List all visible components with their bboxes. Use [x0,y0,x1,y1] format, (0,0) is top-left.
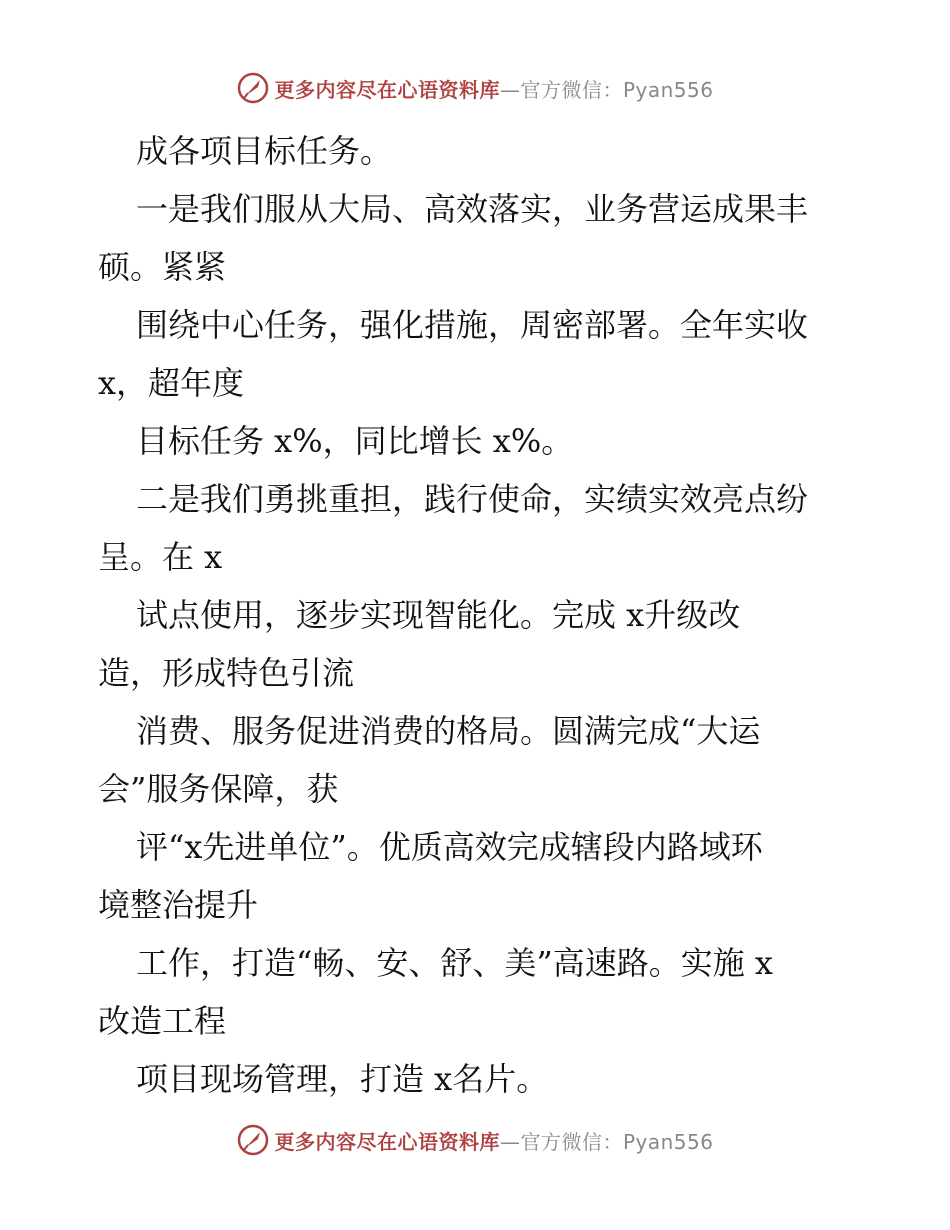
text-line: 硕。紧紧 [98,248,227,286]
text-line: 评“x先进单位”。优质高效完成辖段内路域环 [136,828,763,866]
header-banner [0,68,950,108]
text-line: 境整治提升 [98,886,259,924]
text-line: 试点使用，逐步实现智能化。完成 x升级改 [136,596,741,634]
footer-banner-text [274,1126,713,1155]
text-line: 围绕中心任务，强化措施，周密部署。全年实收 [136,306,809,344]
header-banner-sub: 官方微信：Pyan556 [520,77,714,102]
text-line: 成各项目标任务。 [136,132,393,170]
text-line: x，超年度 [98,364,245,402]
text-line: 会”服务保障，获 [98,770,339,808]
text-line: 一是我们服从大局、高效落实，业务营运成果丰 [136,190,809,228]
footer-banner-main: 更多内容尽在心语资料库 [274,1129,500,1154]
text-line: 呈。在 x [98,538,223,576]
text-line: 消费、服务促进消费的格局。圆满完成“大运 [136,712,761,750]
text-line: 造，形成特色引流 [98,654,355,692]
header-banner-main: 更多内容尽在心语资料库 [274,77,500,102]
header-banner-text [274,74,713,103]
text-line: 工作，打造“畅、安、舒、美”高速路。实施 x [136,944,773,982]
quill-circle-icon [236,1123,270,1157]
header-banner-dash: — [499,77,521,102]
text-line: 项目现场管理，打造 x名片。 [136,1060,549,1098]
text-line: 改造工程 [98,1002,227,1040]
text-line: 目标任务 x%，同比增长 x%。 [136,422,574,460]
footer-banner-sub: 官方微信：Pyan556 [520,1129,714,1154]
text-line: 二是我们勇挑重担，践行使命，实绩实效亮点纷 [136,480,809,518]
footer-banner-dash: — [499,1129,521,1154]
quill-circle-icon [236,71,270,105]
document-body [98,122,858,1108]
footer-banner [0,1120,950,1160]
